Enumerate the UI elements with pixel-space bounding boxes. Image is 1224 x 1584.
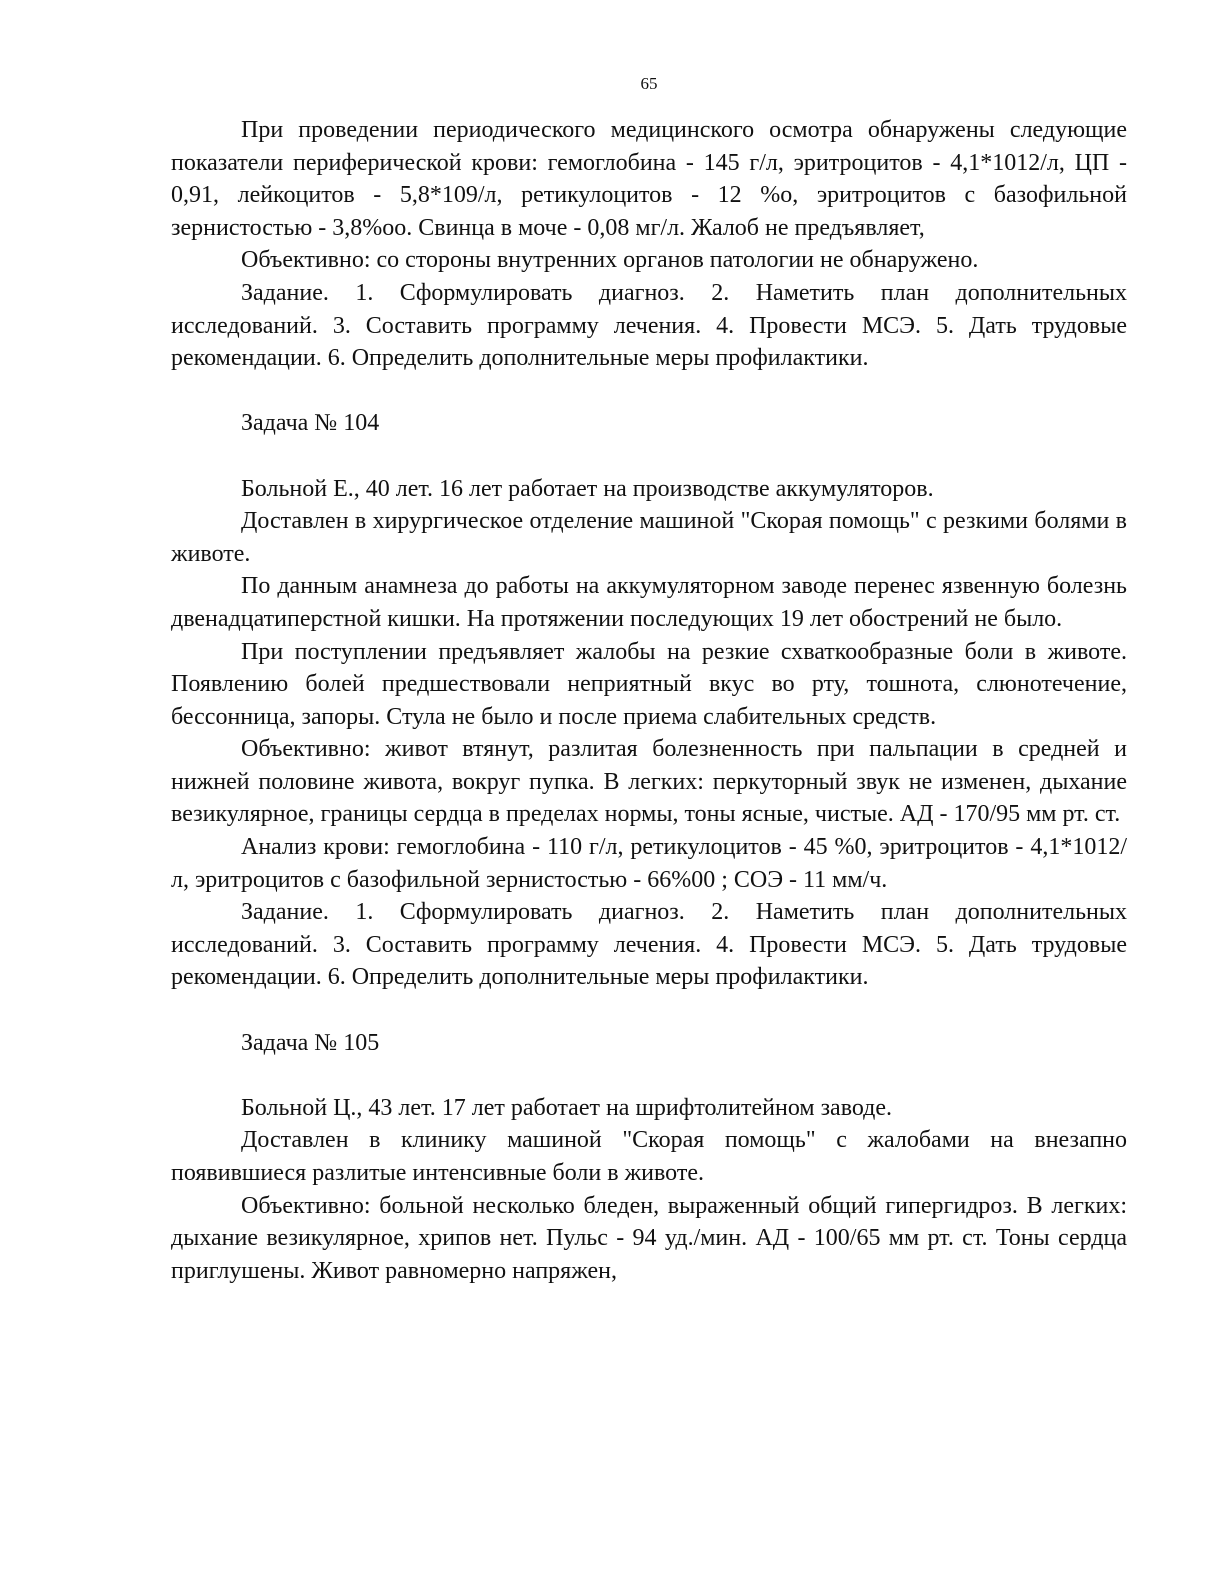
page-content xyxy=(171,114,1127,1287)
task-104-paragraph-1: Больной Е., 40 лет. 16 лет работает на производстве аккумуляторов. xyxy=(241,475,934,502)
document-page xyxy=(171,0,1127,1584)
task-105-paragraph-2: Доставлен в клинику машиной "Скорая помощь" с жалобами на внезапно появившиеся разлитые интенсивные боли в животе. xyxy=(171,1127,1127,1186)
intro-task-paragraph: Задание. 1. Сформулировать диагноз. 2. Наметить план дополнительных исследований. 3. Составить программу лечения. 4. Провести МСЭ. 5. Дать трудовые рекомендации. 6. Определить дополнительные меры профилактики. xyxy=(171,279,1127,372)
task-104-paragraph-2: Доставлен в хирургическое отделение машиной "Скорая помощь" с резкими болями в животе. xyxy=(171,508,1127,567)
task-105-heading: Задача № 105 xyxy=(241,1029,380,1056)
task-104-paragraph-5: Объективно: живот втянут, разлитая болезненность при пальпации в средней и нижней половине живота, вокруг пупка. В легких: перкуторный звук не изменен, дыхание везикулярное, границы сердца в пределах нормы, тоны ясные, чистые. АД - 170/95 мм рт. ст. xyxy=(171,736,1127,828)
task-104-heading: Задача № 104 xyxy=(241,410,380,437)
task-104-paragraph-3: По данным анамнеза до работы на аккумуляторном заводе перенес язвенную болезнь двенадцатиперстной кишки. На протяжении последующих 19 лет обострений не было. xyxy=(171,573,1127,632)
task-104-paragraph-7: Задание. 1. Сформулировать диагноз. 2. Наметить план дополнительных исследований. 3. Составить программу лечения. 4. Провести МСЭ. 5. Дать трудовые рекомендации. 6. Определить дополнительные меры профилактики. xyxy=(171,899,1127,991)
task-105-paragraph-1: Больной Ц., 43 лет. 17 лет работает на шрифтолитейном заводе. xyxy=(241,1094,893,1121)
task-104-paragraph-4: При поступлении предъявляет жалобы на резкие схваткообразные боли в животе. Появлению болей предшествовали неприятный вкус во рту, тошнота, слюнотечение, бессонница, запоры. Стула не было и после приема слабительных средств. xyxy=(171,638,1127,730)
page-number: 65 xyxy=(640,74,658,93)
task-104-paragraph-6: Анализ крови: гемоглобина - 110 г/л, ретикулоцитов - 45 %0, эритроцитов - 4,1*1012/л, эритроцитов с базофильной зернистостью - 66%00 ; СОЭ - 11 мм/ч. xyxy=(171,834,1127,893)
intro-paragraph-1: При проведении периодического медицинского осмотра обнаружены следующие показатели периферической крови: гемоглобина - 145 г/л, эритроцитов - 4,1*1012/л, ЦП - 0,91, лейкоцитов - 5,8*109/л, ретикулоцитов - 12 %о, эритроцитов с базофильной зернистостью - 3,8%оо. Свинца в моче - 0,08 мг/л. Жалоб не предъявляет, xyxy=(171,117,1127,241)
task-105-paragraph-3: Объективно: больной несколько бледен, выраженный общий гипергидроз. В легких: дыхание везикулярное, хрипов нет. Пульс - 94 уд./мин. АД - 100/65 мм рт. ст. Тоны сердца приглушены. Живот равномерно напряжен, xyxy=(171,1192,1127,1284)
intro-paragraph-2: Объективно: со стороны внутренних органов патологии не обнаружено. xyxy=(241,247,979,274)
